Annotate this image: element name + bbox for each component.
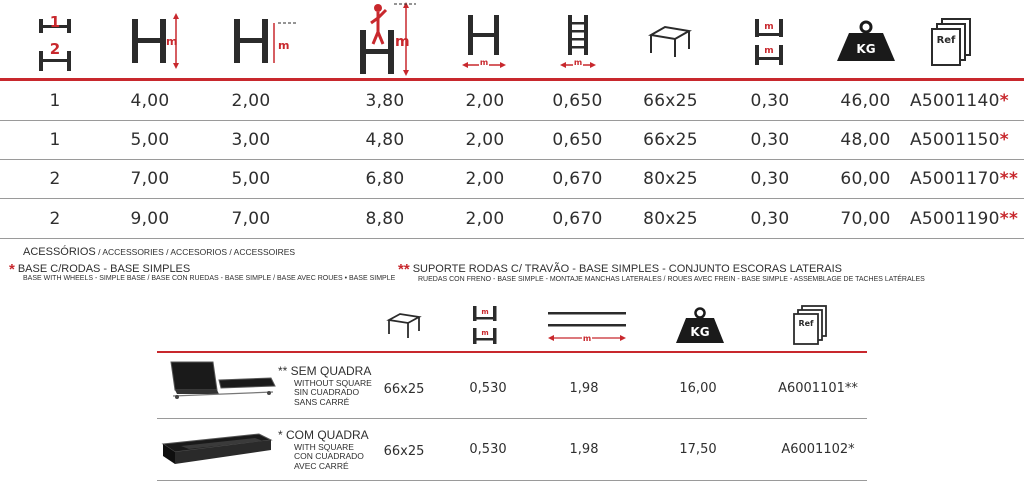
reference-code: A5001190 bbox=[910, 209, 1000, 229]
table-row bbox=[0, 159, 1024, 199]
reference-icon bbox=[926, 6, 976, 76]
reference-cell: A6001102* bbox=[781, 442, 855, 457]
base-with-square-image bbox=[159, 430, 274, 474]
height-cell: 7,00 bbox=[130, 169, 170, 189]
module-height-cell: 0,30 bbox=[750, 209, 790, 229]
ladder-width-cell: 0,670 bbox=[552, 209, 603, 229]
weight-cell: 16,00 bbox=[679, 381, 717, 396]
svg-text:1: 1 bbox=[49, 13, 61, 31]
platform-size-icon bbox=[384, 304, 424, 346]
module-height-cell: 0,30 bbox=[750, 91, 790, 111]
product-name-translation: WITH SQUARE bbox=[294, 442, 354, 452]
base-without-square-image bbox=[163, 356, 278, 405]
reference-code: A5001150 bbox=[910, 130, 1000, 150]
platform-height-cell: 5,00 bbox=[231, 169, 271, 189]
product-name bbox=[278, 429, 369, 471]
width-cell: 2,00 bbox=[465, 169, 505, 189]
module-height-icon bbox=[468, 304, 502, 346]
reference-stars: ** bbox=[999, 209, 1019, 229]
svg-text:m: m bbox=[479, 58, 489, 67]
svg-text:m: m bbox=[278, 39, 290, 52]
platform-size-cell: 66x25 bbox=[643, 130, 698, 150]
module-height-cell: 0,30 bbox=[750, 130, 790, 150]
reference-stars: ** bbox=[999, 169, 1019, 189]
reference-stars: * bbox=[999, 91, 1009, 111]
weight-cell: 70,00 bbox=[840, 209, 891, 229]
reference-cell bbox=[910, 81, 1014, 121]
modules-cell: 1 bbox=[49, 91, 61, 111]
reference-cell bbox=[910, 199, 1019, 239]
width-icon bbox=[457, 6, 513, 76]
svg-text:KG: KG bbox=[856, 42, 876, 56]
double-star-label: SUPORTE RODAS C/ TRAVÃO - BASE SIMPLES - CONJUNTO ESCORAS LATERAIS bbox=[412, 263, 842, 275]
platform-size-cell: 80x25 bbox=[643, 169, 698, 189]
svg-text:m: m bbox=[395, 34, 410, 50]
working-height-icon bbox=[352, 0, 422, 80]
svg-text:m: m bbox=[481, 329, 489, 337]
working-height-cell: 4,80 bbox=[365, 130, 405, 150]
working-height-cell: 3,80 bbox=[365, 91, 405, 111]
svg-text:m: m bbox=[582, 334, 592, 343]
product-name-translation: AVEC CARRÉ bbox=[294, 460, 349, 471]
length-cell: 1,98 bbox=[569, 381, 599, 396]
module-height-cell: 0,30 bbox=[750, 169, 790, 189]
working-height-cell: 8,80 bbox=[365, 209, 405, 229]
platform-height-cell: 2,00 bbox=[231, 91, 271, 111]
ladder-width-cell: 0,650 bbox=[552, 91, 603, 111]
double-star-mark: ** bbox=[398, 261, 410, 278]
reference-icon bbox=[790, 304, 830, 346]
length-cell: 1,98 bbox=[569, 442, 599, 457]
accessories-title-translations: / ACCESSORIES / ACCESORIOS / ACCESSOIRES bbox=[95, 247, 296, 257]
svg-text:m: m bbox=[764, 22, 774, 32]
weight-icon bbox=[672, 304, 728, 346]
double-star-translations: RUEDAS CON FRENO - BASE SIMPLE - MONTAJE MANCHAS LATERALES / ROUES AVEC FREIN - BASE SIMPLE - ASSEMBLAGE DE TACHES LATÉRALES bbox=[418, 276, 925, 283]
modules-cell: 2 bbox=[49, 169, 61, 189]
ladder-width-cell: 0,650 bbox=[552, 130, 603, 150]
product-name-translation: CON CUADRADO bbox=[294, 451, 364, 462]
module-height-cell: 0,530 bbox=[469, 381, 507, 396]
product-name-translation: SIN CUADRADO bbox=[294, 387, 360, 398]
platform-size-cell: 66x25 bbox=[383, 444, 425, 459]
width-cell: 2,00 bbox=[465, 209, 505, 229]
weight-cell: 17,50 bbox=[679, 442, 717, 457]
single-star-label: BASE C/RODAS - BASE SIMPLES bbox=[17, 263, 191, 275]
svg-text:m: m bbox=[166, 35, 178, 48]
weight-cell: 46,00 bbox=[840, 91, 891, 111]
svg-text:m: m bbox=[481, 308, 489, 316]
width-cell: 2,00 bbox=[465, 130, 505, 150]
single-star-mark: * bbox=[9, 261, 15, 278]
table-row bbox=[0, 81, 1024, 121]
platform-size-cell: 66x25 bbox=[643, 91, 698, 111]
weight-cell: 48,00 bbox=[840, 130, 891, 150]
platform-size-cell: 80x25 bbox=[643, 209, 698, 229]
reference-cell: A6001101** bbox=[778, 381, 858, 396]
working-height-cell: 6,80 bbox=[365, 169, 405, 189]
platform-size-icon bbox=[645, 6, 695, 76]
modules-cell: 2 bbox=[49, 209, 61, 229]
platform-height-icon bbox=[228, 6, 300, 76]
table-row bbox=[0, 120, 1024, 160]
weight-cell: 60,00 bbox=[840, 169, 891, 189]
width-cell: 2,00 bbox=[465, 91, 505, 111]
product-name-main: ** SEM QUADRA bbox=[278, 364, 372, 378]
module-height-cell: 0,530 bbox=[469, 442, 507, 457]
table-row bbox=[0, 199, 1024, 239]
length-icon bbox=[545, 304, 629, 346]
row-divider bbox=[0, 238, 1024, 239]
accessories-header-rule bbox=[157, 351, 867, 353]
svg-text:m: m bbox=[764, 46, 774, 56]
platform-height-cell: 7,00 bbox=[231, 209, 271, 229]
single-star-translations: BASE WITH WHEELS - SIMPLE BASE / BASE CON RUEDAS - BASE SIMPLE / BASE AVEC ROUES • BASE SIMPLE bbox=[23, 275, 396, 282]
reference-stars: * bbox=[999, 130, 1009, 150]
accessories-title bbox=[23, 246, 295, 258]
height-cell: 4,00 bbox=[130, 91, 170, 111]
height-cell: 9,00 bbox=[130, 209, 170, 229]
reference-code: A5001140 bbox=[910, 91, 1000, 111]
svg-text:KG: KG bbox=[690, 325, 710, 339]
svg-text:Ref: Ref bbox=[798, 319, 814, 328]
product-name-translation: SANS CARRÉ bbox=[294, 396, 350, 407]
reference-cell bbox=[910, 120, 1014, 160]
height-cell: 5,00 bbox=[130, 130, 170, 150]
ladder-width-icon bbox=[556, 6, 600, 76]
modules-icon bbox=[30, 6, 80, 76]
reference-code: A5001170 bbox=[910, 169, 1000, 189]
platform-size-cell: 66x25 bbox=[383, 382, 425, 397]
accessories-title-main: ACESSÓRIOS bbox=[23, 246, 96, 258]
total-height-icon bbox=[124, 6, 184, 76]
product-name-main: * COM QUADRA bbox=[278, 428, 369, 442]
platform-height-cell: 3,00 bbox=[231, 130, 271, 150]
row-divider bbox=[157, 418, 867, 419]
weight-icon bbox=[834, 6, 898, 76]
module-height-icon bbox=[749, 6, 789, 76]
svg-text:2: 2 bbox=[49, 40, 61, 58]
ladder-width-cell: 0,670 bbox=[552, 169, 603, 189]
product-name-translation: WITHOUT SQUARE bbox=[294, 378, 372, 388]
svg-text:Ref: Ref bbox=[936, 35, 956, 46]
row-divider bbox=[157, 480, 867, 481]
modules-cell: 1 bbox=[49, 130, 61, 150]
svg-text:m: m bbox=[573, 58, 583, 67]
product-name bbox=[278, 365, 372, 407]
reference-cell bbox=[910, 159, 1019, 199]
